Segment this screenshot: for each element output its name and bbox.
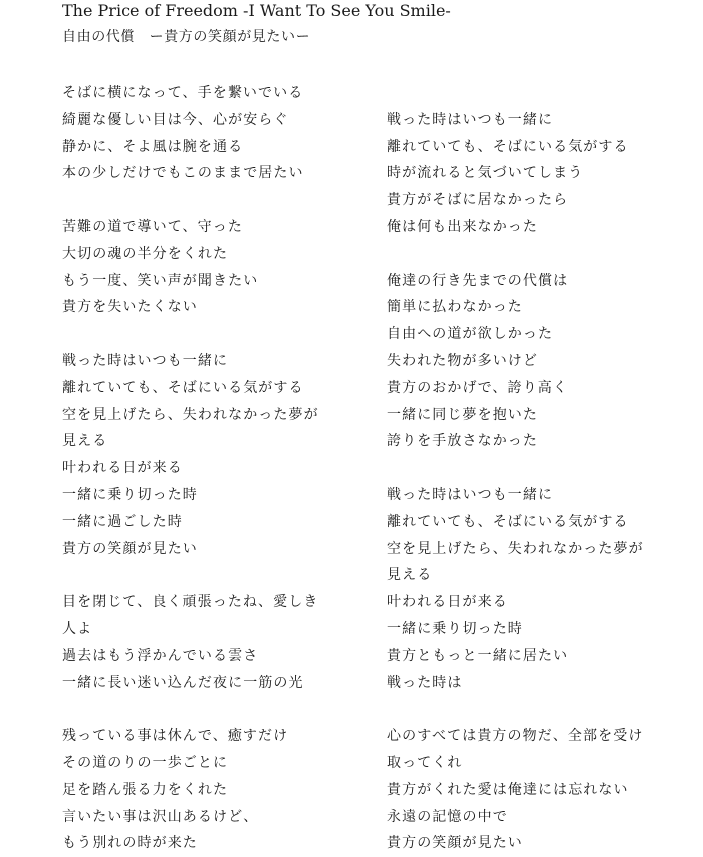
lyric-line: 人よ bbox=[62, 620, 93, 637]
stanza-break bbox=[387, 80, 687, 107]
lyrics-right-column bbox=[387, 80, 687, 857]
lyric-line: もう別れの時が来た bbox=[62, 835, 198, 852]
lyric-line: 俺達の行き先までの代償は bbox=[387, 272, 569, 289]
lyric-line: 永遠の記憶の中で bbox=[387, 808, 508, 825]
lyric-line: 叶われる日が来る bbox=[387, 594, 508, 611]
stanza-break bbox=[387, 241, 687, 268]
lyric-line: その道のりの一歩ごとに bbox=[62, 754, 229, 771]
lyric-line: 貴方のおかげで、誇り高く bbox=[387, 379, 568, 396]
lyric-line: 空を見上げたら、失われなかった夢が bbox=[62, 406, 319, 423]
lyric-line: 残っている事は休んで、癒すだけ bbox=[62, 728, 289, 745]
lyric-line: そばに横になって、手を繋いでいる bbox=[62, 85, 304, 101]
lyric-line: 取ってくれ bbox=[387, 754, 463, 771]
stanza-break bbox=[62, 562, 362, 589]
lyric-line: 離れていても、そばにいる気がする bbox=[62, 379, 304, 396]
lyric-line: 空を見上げたら、失われなかった夢が bbox=[387, 540, 644, 557]
lyric-line: 本の少しだけでもこのままで居たい bbox=[62, 165, 304, 182]
lyric-line: 言いたい事は沢山あるけど、 bbox=[62, 808, 259, 825]
lyric-line: 貴方を失いたくない bbox=[62, 299, 198, 316]
lyric-line: 俺は何も出来なかった bbox=[387, 218, 538, 235]
lyric-line: 足を踏ん張る力をくれた bbox=[62, 781, 229, 798]
lyric-line: 戦った時は bbox=[387, 674, 463, 691]
lyric-line: 貴方がそばに居なかったら bbox=[387, 192, 569, 209]
lyric-line: 貴方の笑顔が見たい bbox=[62, 540, 198, 557]
lyric-line: 大切の魂の半分をくれた bbox=[62, 245, 229, 262]
lyric-line: 一緒に乗り切った時 bbox=[387, 620, 523, 637]
lyric-line: 一緒に同じ夢を抱いた bbox=[387, 406, 538, 423]
lyric-line: 離れていても、そばにいる気がする bbox=[387, 138, 629, 155]
lyric-line: 一緒に乗り切った時 bbox=[62, 486, 198, 503]
lyric-line: 時が流れると気づいてしまう bbox=[387, 165, 584, 182]
lyric-line: 戦った時はいつも一緒に bbox=[387, 486, 554, 503]
stanza-break bbox=[387, 696, 687, 723]
lyric-line: 見える bbox=[62, 433, 108, 450]
lyric-line: 目を閉じて、良く頑張ったね、愛しき bbox=[62, 594, 319, 611]
lyric-line: 心のすべては貴方の物だ、全部を受け bbox=[387, 728, 644, 745]
lyric-line: 貴方ともっと一緒に居たい bbox=[387, 647, 569, 664]
lyric-line: 自由への道が欲しかった bbox=[387, 326, 554, 343]
lyric-line: 一緒に長い迷い込んだ夜に一筋の光 bbox=[62, 674, 304, 691]
stanza-break bbox=[387, 455, 687, 482]
stanza-break bbox=[62, 187, 362, 214]
lyrics-subtitle: 自由の代償 ー貴方の笑顔が見たいー bbox=[62, 29, 311, 45]
lyric-line: 失われた物が多いけど bbox=[387, 352, 538, 369]
lyrics-left-column bbox=[62, 80, 362, 857]
lyric-line: もう一度、笑い声が聞きたい bbox=[62, 272, 259, 289]
lyric-line: 簡単に払わなかった bbox=[387, 299, 523, 316]
lyric-line: 綺麗な優しい目は今、心が安らぐ bbox=[62, 111, 289, 128]
lyric-line: 静かに、そよ風は腕を通る bbox=[62, 138, 244, 155]
stanza-break bbox=[62, 696, 362, 723]
lyric-line: 貴方の笑顔が見たい bbox=[387, 835, 523, 852]
lyric-line: 離れていても、そばにいる気がする bbox=[387, 513, 629, 530]
lyric-line: 見える bbox=[387, 567, 433, 584]
lyric-line: 叶われる日が来る bbox=[62, 460, 183, 477]
lyric-line: 苦難の道で導いて、守った bbox=[62, 218, 243, 235]
lyrics-title: The Price of Freedom -I Want To See You Smile- bbox=[62, 1, 451, 20]
lyric-line: 戦った時はいつも一緒に bbox=[387, 111, 554, 128]
lyric-line: 一緒に過ごした時 bbox=[62, 513, 183, 530]
lyric-line: 貴方がくれた愛は俺達には忘れない bbox=[387, 781, 629, 798]
lyric-line: 戦った時はいつも一緒に bbox=[62, 352, 229, 369]
stanza-break bbox=[62, 321, 362, 348]
lyric-line: 誇りを手放さなかった bbox=[387, 433, 538, 450]
lyric-line: 過去はもう浮かんでいる雲さ bbox=[62, 647, 259, 664]
